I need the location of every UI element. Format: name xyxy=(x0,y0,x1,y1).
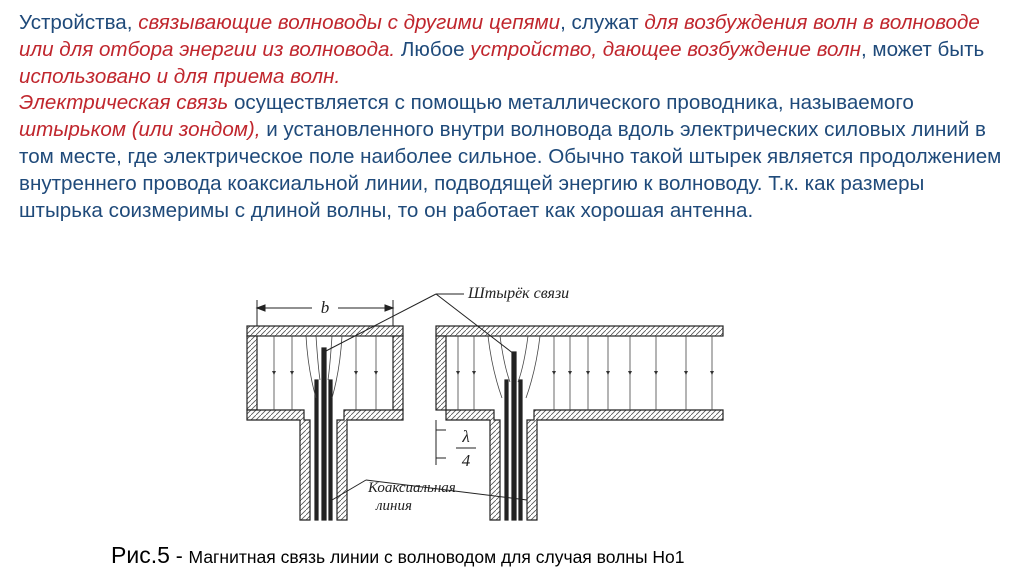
highlight-run: штырьком (или зондом), xyxy=(19,118,261,142)
right-waveguide xyxy=(436,326,723,520)
caption-number: Рис.5 xyxy=(111,542,170,568)
label-lambda: λ xyxy=(462,427,470,446)
text-run: и установленного внутри волновода вдоль электрических силовых линий в том месте, где электрическое поле наиболее сильное. Обычно такой штырек является продолжением внутреннего провода коаксиальной линии, подводящей энергию к волноводу. Т.к. как размеры штырька соизмеримы с длиной волны, то он работает как хорошая антенна. xyxy=(19,118,1002,222)
text-run: , может быть xyxy=(860,37,985,61)
waveguide-coupling-figure xyxy=(236,270,736,522)
paragraph-excitation xyxy=(19,10,1009,90)
highlight-run: связывающие волноводы с другими цепями xyxy=(138,11,561,34)
label-coax-line1: Коаксиальная xyxy=(368,480,456,496)
paragraph-electric-coupling xyxy=(19,90,1009,224)
label-coax-line2: линия xyxy=(376,498,412,514)
caption-dash: - xyxy=(169,545,189,568)
slide-text xyxy=(19,10,1009,224)
highlight-run: использовано и для приема волн. xyxy=(19,64,341,88)
caption-text: Магнитная связь линии с волноводом для случая волны Ho1 xyxy=(188,547,685,567)
highlight-run: устройство, дающее возбуждение волн xyxy=(470,37,861,61)
label-pin: Штырёк связи xyxy=(468,285,570,302)
text-run: Устройства, xyxy=(19,11,139,34)
pin-leaders xyxy=(324,294,514,354)
figure-caption xyxy=(111,542,685,569)
highlight-run: Электрическая связь xyxy=(19,91,229,115)
text-run: Любое xyxy=(395,37,471,61)
text-run: осуществляется с помощью металлического проводника, называемого xyxy=(228,91,914,115)
right-field-lines xyxy=(458,336,712,410)
label-b: b xyxy=(320,298,330,317)
label-four: 4 xyxy=(461,451,471,470)
highlight-run: для возбуждения волн в волноводе или для отбора энергии из волновода. xyxy=(19,11,980,61)
text-run: , служат xyxy=(560,11,645,34)
